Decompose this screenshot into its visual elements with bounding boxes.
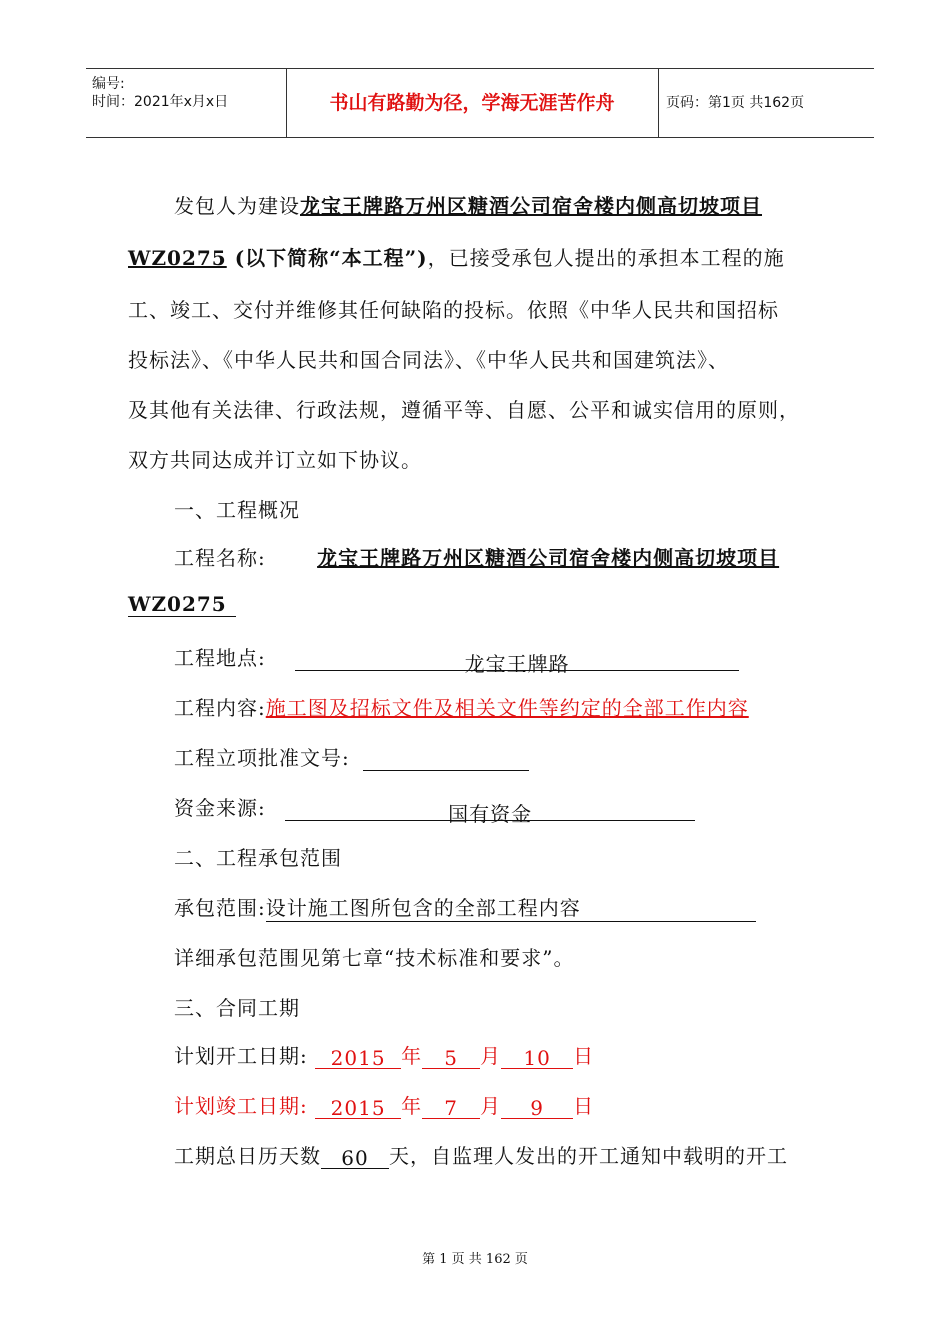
duration-value: 60 <box>321 1146 389 1169</box>
fund-value: 国有资金 <box>285 798 695 821</box>
intro-short-name: (以下简称“本工程”) <box>226 246 428 270</box>
scope-detail: 详细承包范围见第七章“技术标准和要求”。 <box>174 946 575 970</box>
intro-line-4: 投标法》、《中华人民共和国合同法》、《中华人民共和国建筑法》、 <box>128 348 729 372</box>
intro-project-name: 龙宝王牌路万州区糖酒公司宿舍楼内侧高切坡项目 <box>300 194 762 218</box>
duration-row: 工期总日历天数 60 天，自监理人发出的开工通知中载明的开工 <box>174 1144 788 1170</box>
intro-line-3: 工、竣工、交付并维修其任何缺陷的投标。依照《中华人民共和国招标 <box>128 298 779 322</box>
intro-line-5: 及其他有关法律、行政法规，遵循平等、自愿、公平和诚实信用的原则， <box>128 398 800 422</box>
start-month: 5 <box>422 1046 480 1069</box>
approval-row: 工程立项批准文号: <box>174 742 529 771</box>
document-header <box>86 68 874 138</box>
intro-line-2: WZ0275 (以下简称“本工程”)，已接受承包人提出的承担本工程的施 <box>128 246 785 270</box>
project-name-row: 工程名称: 龙宝王牌路万州区糖酒公司宿舍楼内侧高切坡项目 <box>174 546 780 570</box>
intro-project-code: WZ0275 <box>128 246 227 270</box>
section3-heading: 三、合同工期 <box>174 996 300 1020</box>
scope-row: 承包范围:设计施工图所包含的全部工程内容 <box>174 892 756 922</box>
project-name-value: 龙宝王牌路万州区糖酒公司宿舍楼内侧高切坡项目 <box>317 546 780 570</box>
end-day: 9 <box>501 1096 573 1119</box>
start-date-row: 计划开工日期: 2015 年 5 月 10 日 <box>174 1044 595 1070</box>
content-value: 施工图及招标文件及相关文件等约定的全部工作内容 <box>265 696 749 720</box>
time-label: 时间：2021年x月x日 <box>92 94 229 110</box>
content-row: 工程内容:施工图及招标文件及相关文件等约定的全部工作内容 <box>174 696 749 720</box>
approval-value <box>363 748 529 771</box>
intro-line-1: 发包人为建设龙宝王牌路万州区糖酒公司宿舍楼内侧高切坡项目 <box>174 194 762 218</box>
header-motto: 书山有路勤为径，学海无涯苦作舟 <box>286 69 659 137</box>
section1-heading: 一、工程概况 <box>174 498 300 522</box>
start-year: 2015 <box>315 1046 401 1069</box>
end-month: 7 <box>422 1096 480 1119</box>
start-day: 10 <box>501 1046 573 1069</box>
header-page-label: 页码：第1页 共162页 <box>666 95 805 111</box>
page-footer: 第 1 页 共 162 页 <box>422 1252 528 1267</box>
intro-line-6: 双方共同达成并订立如下协议。 <box>128 448 422 472</box>
section2-heading: 二、工程承包范围 <box>174 846 342 870</box>
end-date-row: 计划竣工日期: 2015 年 7 月 9 日 <box>174 1094 595 1120</box>
fund-row: 资金来源: 国有资金 <box>174 792 695 821</box>
project-code-value: WZ0275 <box>128 592 236 617</box>
project-code-row <box>128 592 236 617</box>
scope-value: 设计施工图所包含的全部工程内容 <box>266 892 756 922</box>
header-meta-cell <box>86 69 287 137</box>
location-row: 工程地点: 龙宝王牌路 <box>174 642 739 671</box>
end-year: 2015 <box>315 1096 401 1119</box>
location-value: 龙宝王牌路 <box>295 648 739 671</box>
number-label: 编号: <box>92 76 125 92</box>
